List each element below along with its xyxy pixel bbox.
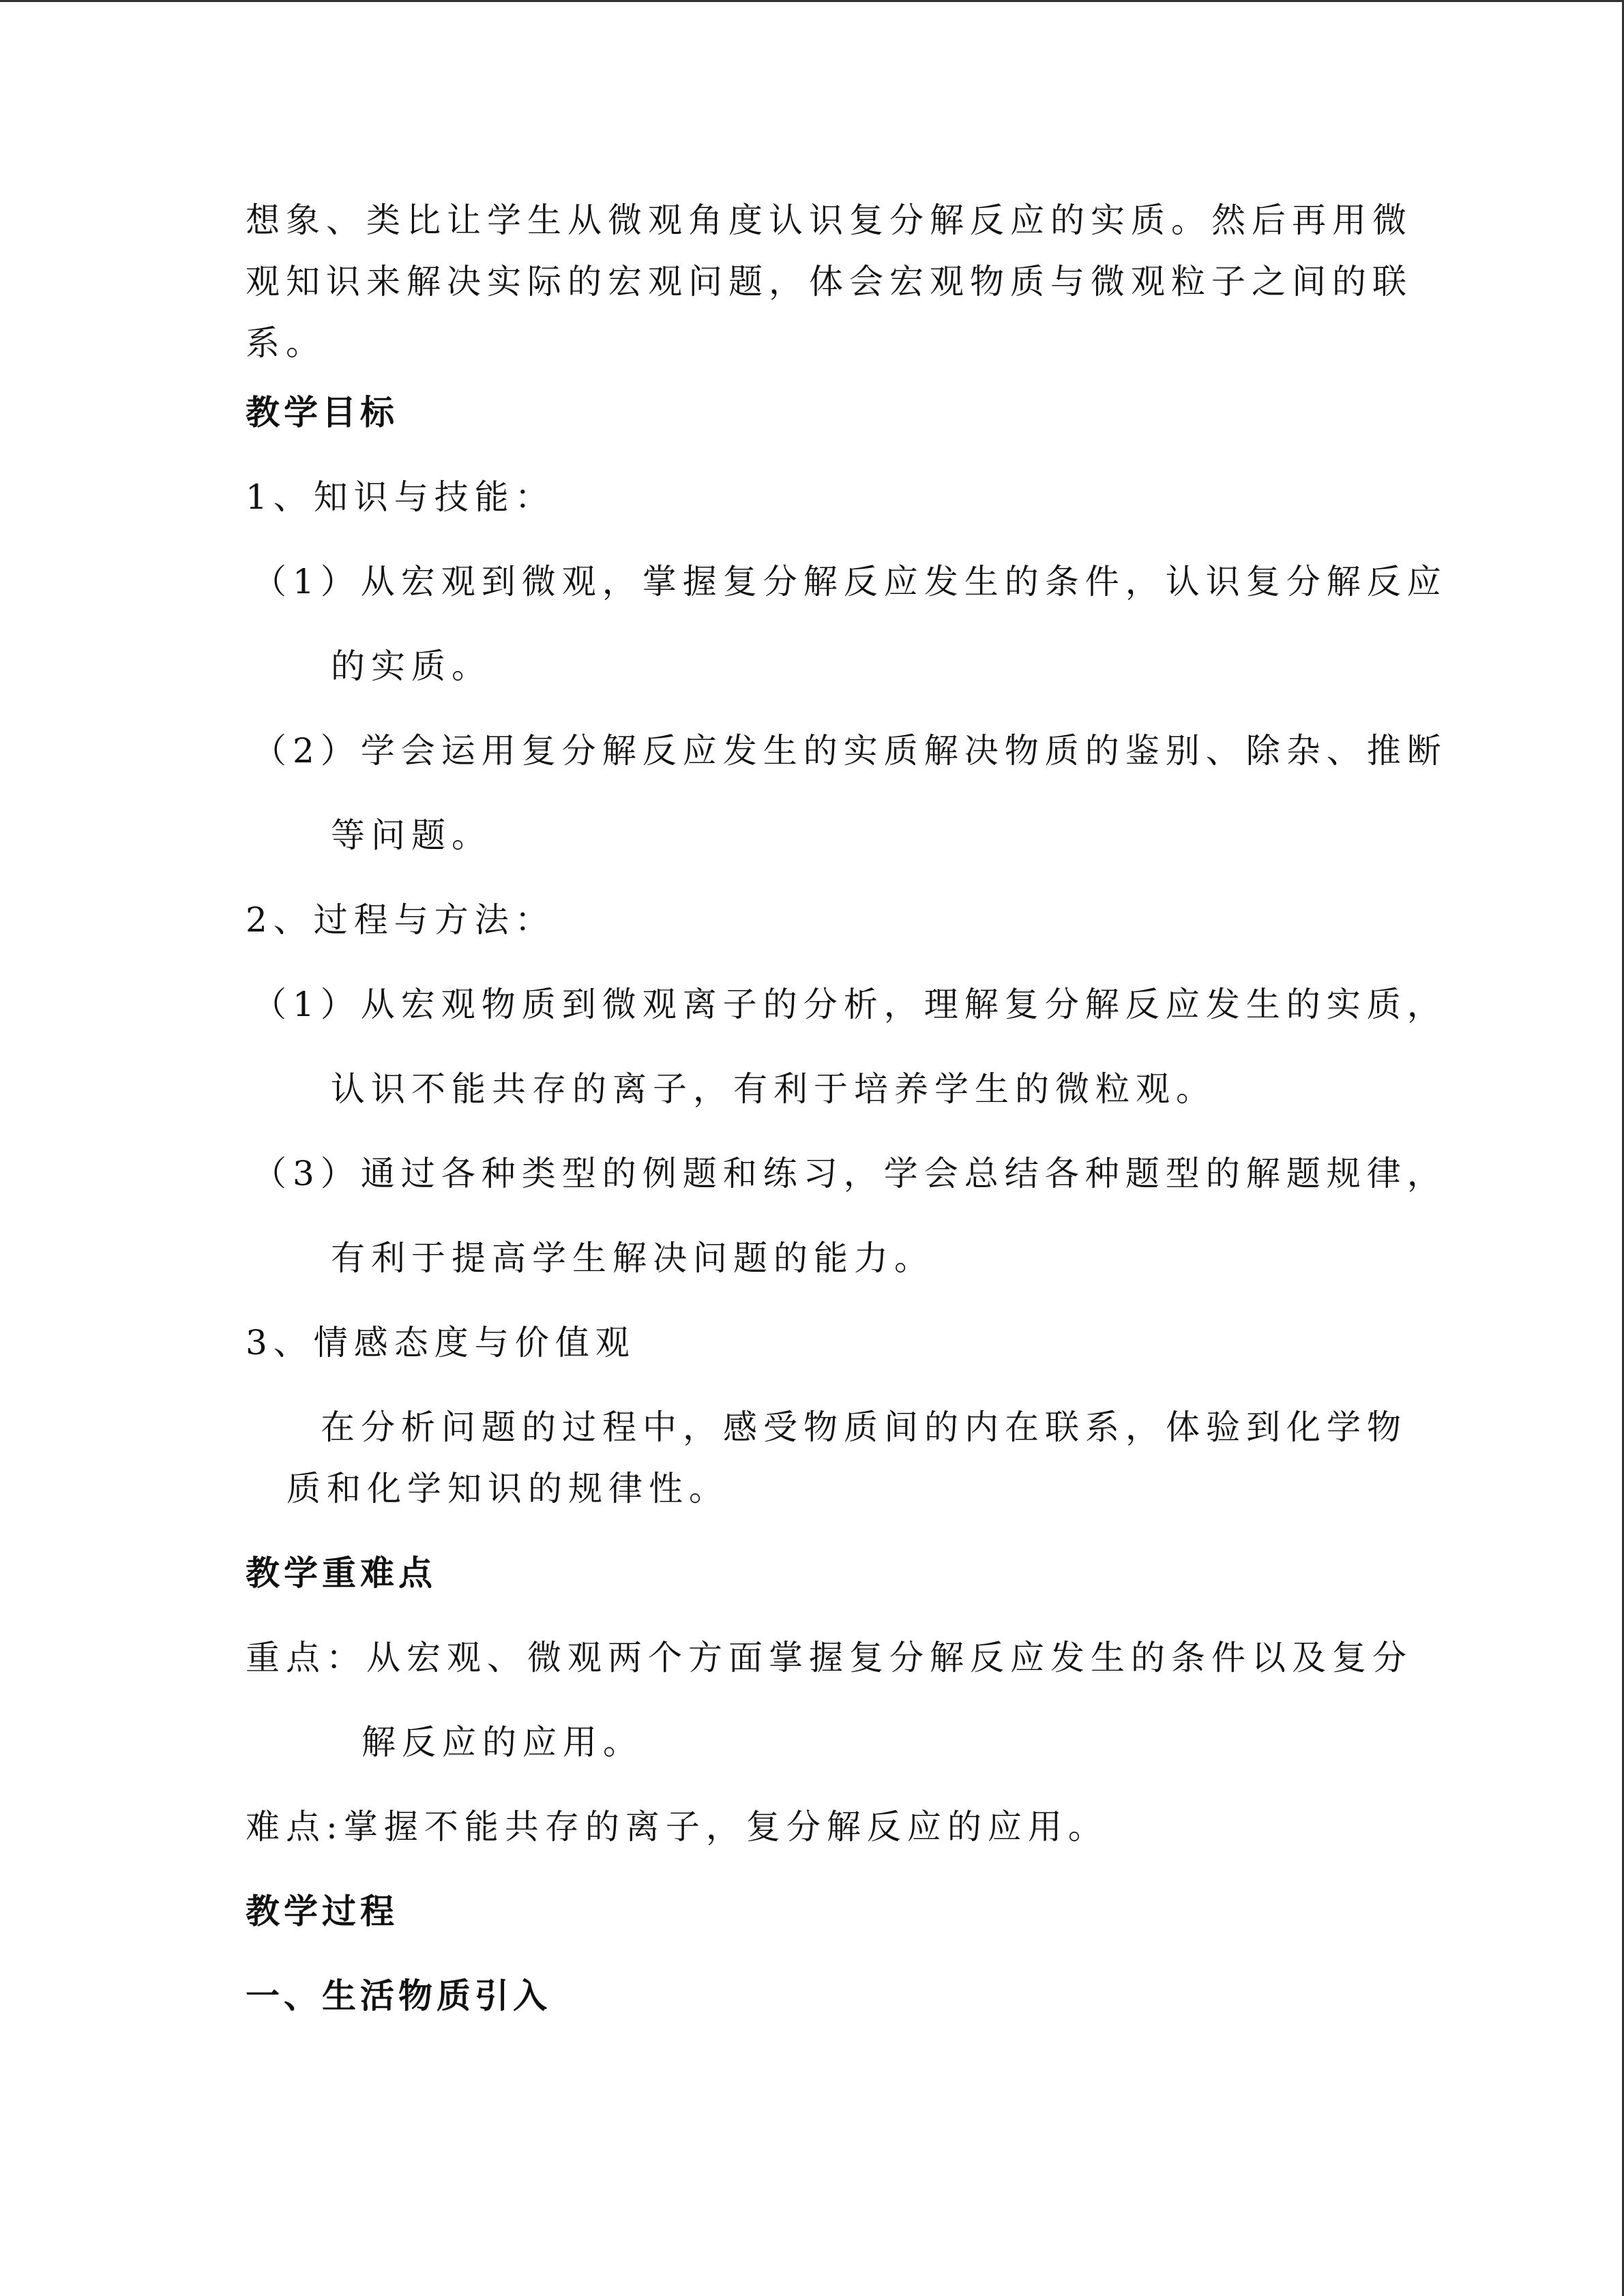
process-section-1-heading: 一、生活物质引入 (246, 1976, 551, 2016)
objective-knowledge-skills: 1、知识与技能： (246, 477, 555, 517)
objective-knowledge-item-2-line-2: 等问题。 (331, 816, 492, 855)
objective-knowledge-item-2 (252, 728, 1447, 858)
objective-emotion-paragraph (246, 1405, 1407, 1511)
key-point-line-1: 重点：从宏观、微观两个方面掌握复分解反应发生的条件以及复分 (246, 1638, 1413, 1678)
objective-process-item-1 (252, 982, 1447, 1112)
intro-line-3: 系。 (246, 323, 326, 363)
difficult-point: 难点:掌握不能共存的离子，复分解反应的应用。 (246, 1807, 1108, 1847)
intro-line-2: 观知识来解决实际的宏观问题，体会宏观物质与微观粒子之间的联 (246, 262, 1413, 301)
key-point-line-2: 解反应的应用。 (361, 1723, 643, 1762)
objective-emotion-values: 3、情感态度与价值观 (246, 1323, 636, 1362)
objective-knowledge-item-1 (252, 559, 1447, 689)
objectives-heading: 教学目标 (246, 393, 398, 432)
objective-process-item-1-line-1: （1）从宏观物质到微观离子的分析，理解复分解反应发生的实质， (252, 985, 1447, 1024)
document-page (246, 198, 1447, 2058)
objective-process-item-3-line-2: 有利于提高学生解决问题的能力。 (331, 1238, 934, 1278)
key-point (246, 1635, 1413, 1765)
process-heading: 教学过程 (246, 1892, 398, 1931)
objective-knowledge-item-1-line-1: （1）从宏观到微观，掌握复分解反应发生的条件，认识复分解反应 (252, 562, 1447, 601)
top-border-line (0, 0, 1624, 2)
objective-process-item-3-line-1: （3）通过各种类型的例题和练习，学会总结各种题型的解题规律， (252, 1154, 1447, 1193)
objective-knowledge-item-1-line-2: 的实质。 (331, 646, 492, 686)
objective-process-item-1-line-2: 认识不能共存的离子，有利于培养学生的微粒观。 (331, 1069, 1216, 1109)
objective-knowledge-item-2-line-1: （2）学会运用复分解反应发生的实质解决物质的鉴别、除杂、推断 (252, 731, 1447, 771)
objective-emotion-line-2: 质和化学知识的规律性。 (286, 1469, 729, 1508)
objective-emotion-line-1: 在分析问题的过程中，感受物质间的内在联系，体验到化学物 (321, 1407, 1407, 1447)
objective-process-item-3 (252, 1151, 1447, 1281)
objective-process-methods: 2、过程与方法： (246, 900, 555, 940)
key-points-heading: 教学重难点 (246, 1553, 437, 1593)
intro-line-1: 想象、类比让学生从微观角度认识复分解反应的实质。然后再用微 (246, 200, 1413, 240)
intro-paragraph (246, 198, 1413, 366)
